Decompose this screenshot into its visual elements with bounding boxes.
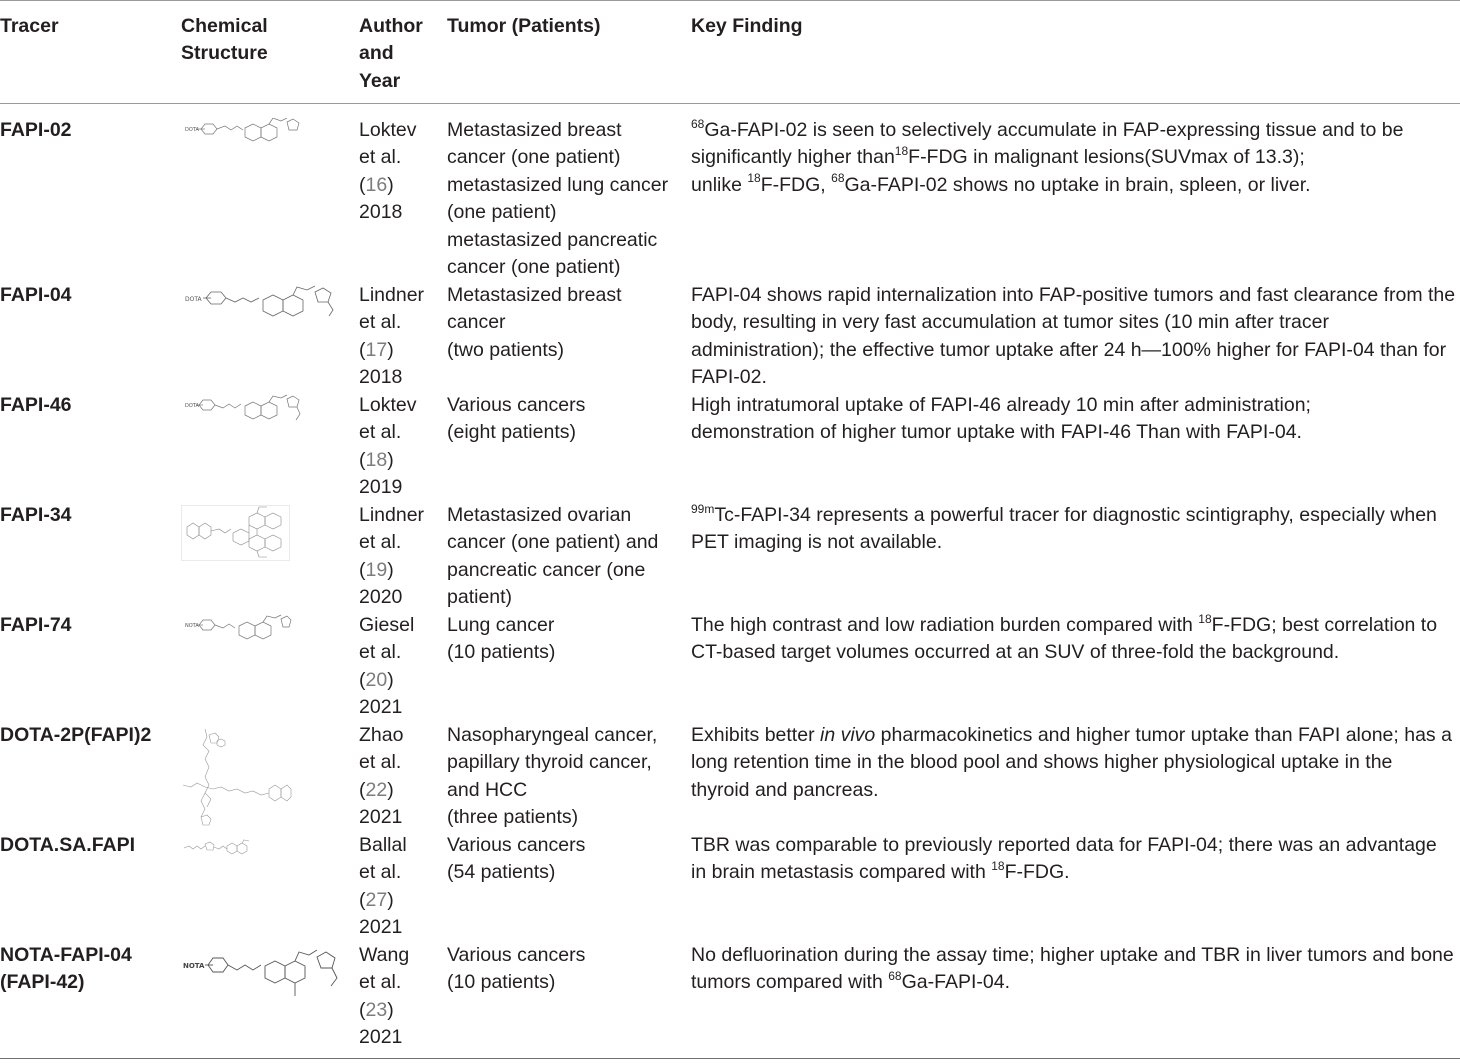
structure-label: DOTA: [185, 127, 199, 133]
row-6-tracer: DOTA-2P(FAPI)2: [0, 724, 152, 746]
row-6-tumor: Nasopharyngeal cancer, papillary thyroid cancer, and HCC (three patients): [447, 724, 658, 829]
row-7-tracer: DOTA.SA.FAPI: [0, 834, 136, 856]
row-1-author: Loktev et al. (16) 2018: [359, 119, 417, 224]
table-header-rule: [0, 103, 1460, 104]
row-3-tumor: Various cancers (eight patients): [447, 394, 586, 444]
structure-label: NOTA: [183, 962, 205, 970]
row-3-key-finding: High intratumoral uptake of FAPI-46 already 10 min after administration; demonstration of higher tumor uptake with FAPI-46 Than with FAPI-04.: [691, 394, 1311, 444]
row-2-key-finding: FAPI-04 shows rapid internalization into FAP-positive tumors and fast clearance from the body, resulting in very fast accumulation at tumor sites (10 min after tracer administration); the effective tumor uptake after 24 h—100% higher for FAPI-04 than for FAPI-02.: [691, 284, 1456, 389]
row-4-author: Lindner et al. (19) 2020: [359, 504, 425, 609]
row-2-reference[interactable]: 17: [365, 338, 388, 361]
structure-label: DOTA: [185, 296, 202, 303]
row-8-tumor: Various cancers (10 patients): [447, 944, 586, 994]
row-6-author: Zhao et al. (22) 2021: [359, 724, 404, 829]
row-4-reference[interactable]: 19: [365, 558, 388, 581]
row-3-chemical-structure: [183, 394, 303, 428]
row-2-chemical-structure: [183, 284, 343, 336]
row-5-chemical-structure: [183, 614, 293, 648]
row-5-key-finding: The high contrast and low radiation burden compared with $^{18}$F-FDG; best correlation to CT-based target volumes occurred at an SUV of three-fold the background.: [691, 611, 1438, 664]
row-6-chemical-structure: [181, 727, 293, 827]
row-7-tumor: Various cancers (54 patients): [447, 834, 586, 884]
row-7-key-finding: TBR was comparable to previously reported data for FAPI-04; there was an advantage in brain metastasis compared with $^{18}$F-FDG.: [691, 834, 1437, 884]
header-key-finding: Key Finding: [691, 15, 803, 37]
row-6-reference[interactable]: 22: [365, 778, 388, 801]
row-7-chemical-structure: [183, 838, 253, 858]
row-4-chemical-structure: [181, 505, 291, 561]
row-4-key-finding: $^{99m}$Tc-FAPI-34 represents a powerful tracer for diagnostic scintigraphy, especially when PET imaging is not available.: [691, 501, 1437, 554]
row-7-author: Ballal et al. (27) 2021: [359, 834, 407, 939]
row-5-tumor: Lung cancer (10 patients): [447, 614, 556, 664]
row-8-chemical-structure: [181, 944, 353, 1004]
row-8-tracer: NOTA-FAPI-04 (FAPI-42): [0, 944, 132, 994]
row-1-key-finding: $^{68}$Ga-FAPI-02 is seen to selectively accumulate in FAP-expressing tissue and to be significantly higher than$^{18}$F-FDG in malignant lesions(SUVmax of 13.3); unlike $^{18}$F-FDG, $^{68}$Ga-FAPI-02 shows no uptake in brain, spleen, or liver.: [691, 116, 1404, 196]
structure-label: DOTA: [185, 403, 199, 409]
row-4-tracer: FAPI-34: [0, 504, 72, 526]
row-7-reference[interactable]: 27: [365, 888, 388, 911]
header-tumor: Tumor (Patients): [447, 15, 601, 37]
row-3-tracer: FAPI-46: [0, 394, 72, 416]
row-5-tracer: FAPI-74: [0, 614, 72, 636]
row-1-tumor: Metastasized breast cancer (one patient) metastasized lung cancer (one patient) metastasized pancreatic cancer (one patient): [447, 119, 669, 279]
row-1-reference[interactable]: 16: [365, 173, 388, 196]
row-2-author: Lindner et al. (17) 2018: [359, 284, 425, 389]
row-5-author: Giesel et al. (20) 2021: [359, 614, 415, 719]
row-2-tracer: FAPI-04: [0, 284, 72, 306]
row-3-reference[interactable]: 18: [365, 448, 388, 471]
table-top-rule: [0, 0, 1460, 1]
row-8-author: Wang et al. (23) 2021: [359, 944, 410, 1049]
row-1-tracer: FAPI-02: [0, 119, 72, 141]
structure-label: NOTA: [185, 623, 199, 629]
row-3-author: Loktev et al. (18) 2019: [359, 394, 417, 499]
row-5-reference[interactable]: 20: [365, 668, 388, 691]
header-tracer: Tracer: [0, 15, 59, 37]
row-6-key-finding: Exhibits better in vivo pharmacokinetics and higher tumor uptake than FAPI alone; has a long retention time in the blood pool and shows higher physiological uptake in the thyroid and pancreas.: [691, 724, 1452, 801]
row-4-tumor: Metastasized ovarian cancer (one patient) and pancreatic cancer (one patient): [447, 504, 659, 609]
header-author-year: Author and Year: [359, 15, 423, 92]
header-structure: Chemical Structure: [181, 15, 268, 65]
table-bottom-rule: [0, 1058, 1460, 1059]
row-1-chemical-structure: [183, 118, 303, 148]
row-8-reference[interactable]: 23: [365, 998, 388, 1021]
row-2-tumor: Metastasized breast cancer (two patients): [447, 284, 622, 361]
row-8-key-finding: No defluorination during the assay time; higher uptake and TBR in liver tumors and bone tumors compared with $^{68}$Ga-FAPI-04.: [691, 944, 1454, 994]
